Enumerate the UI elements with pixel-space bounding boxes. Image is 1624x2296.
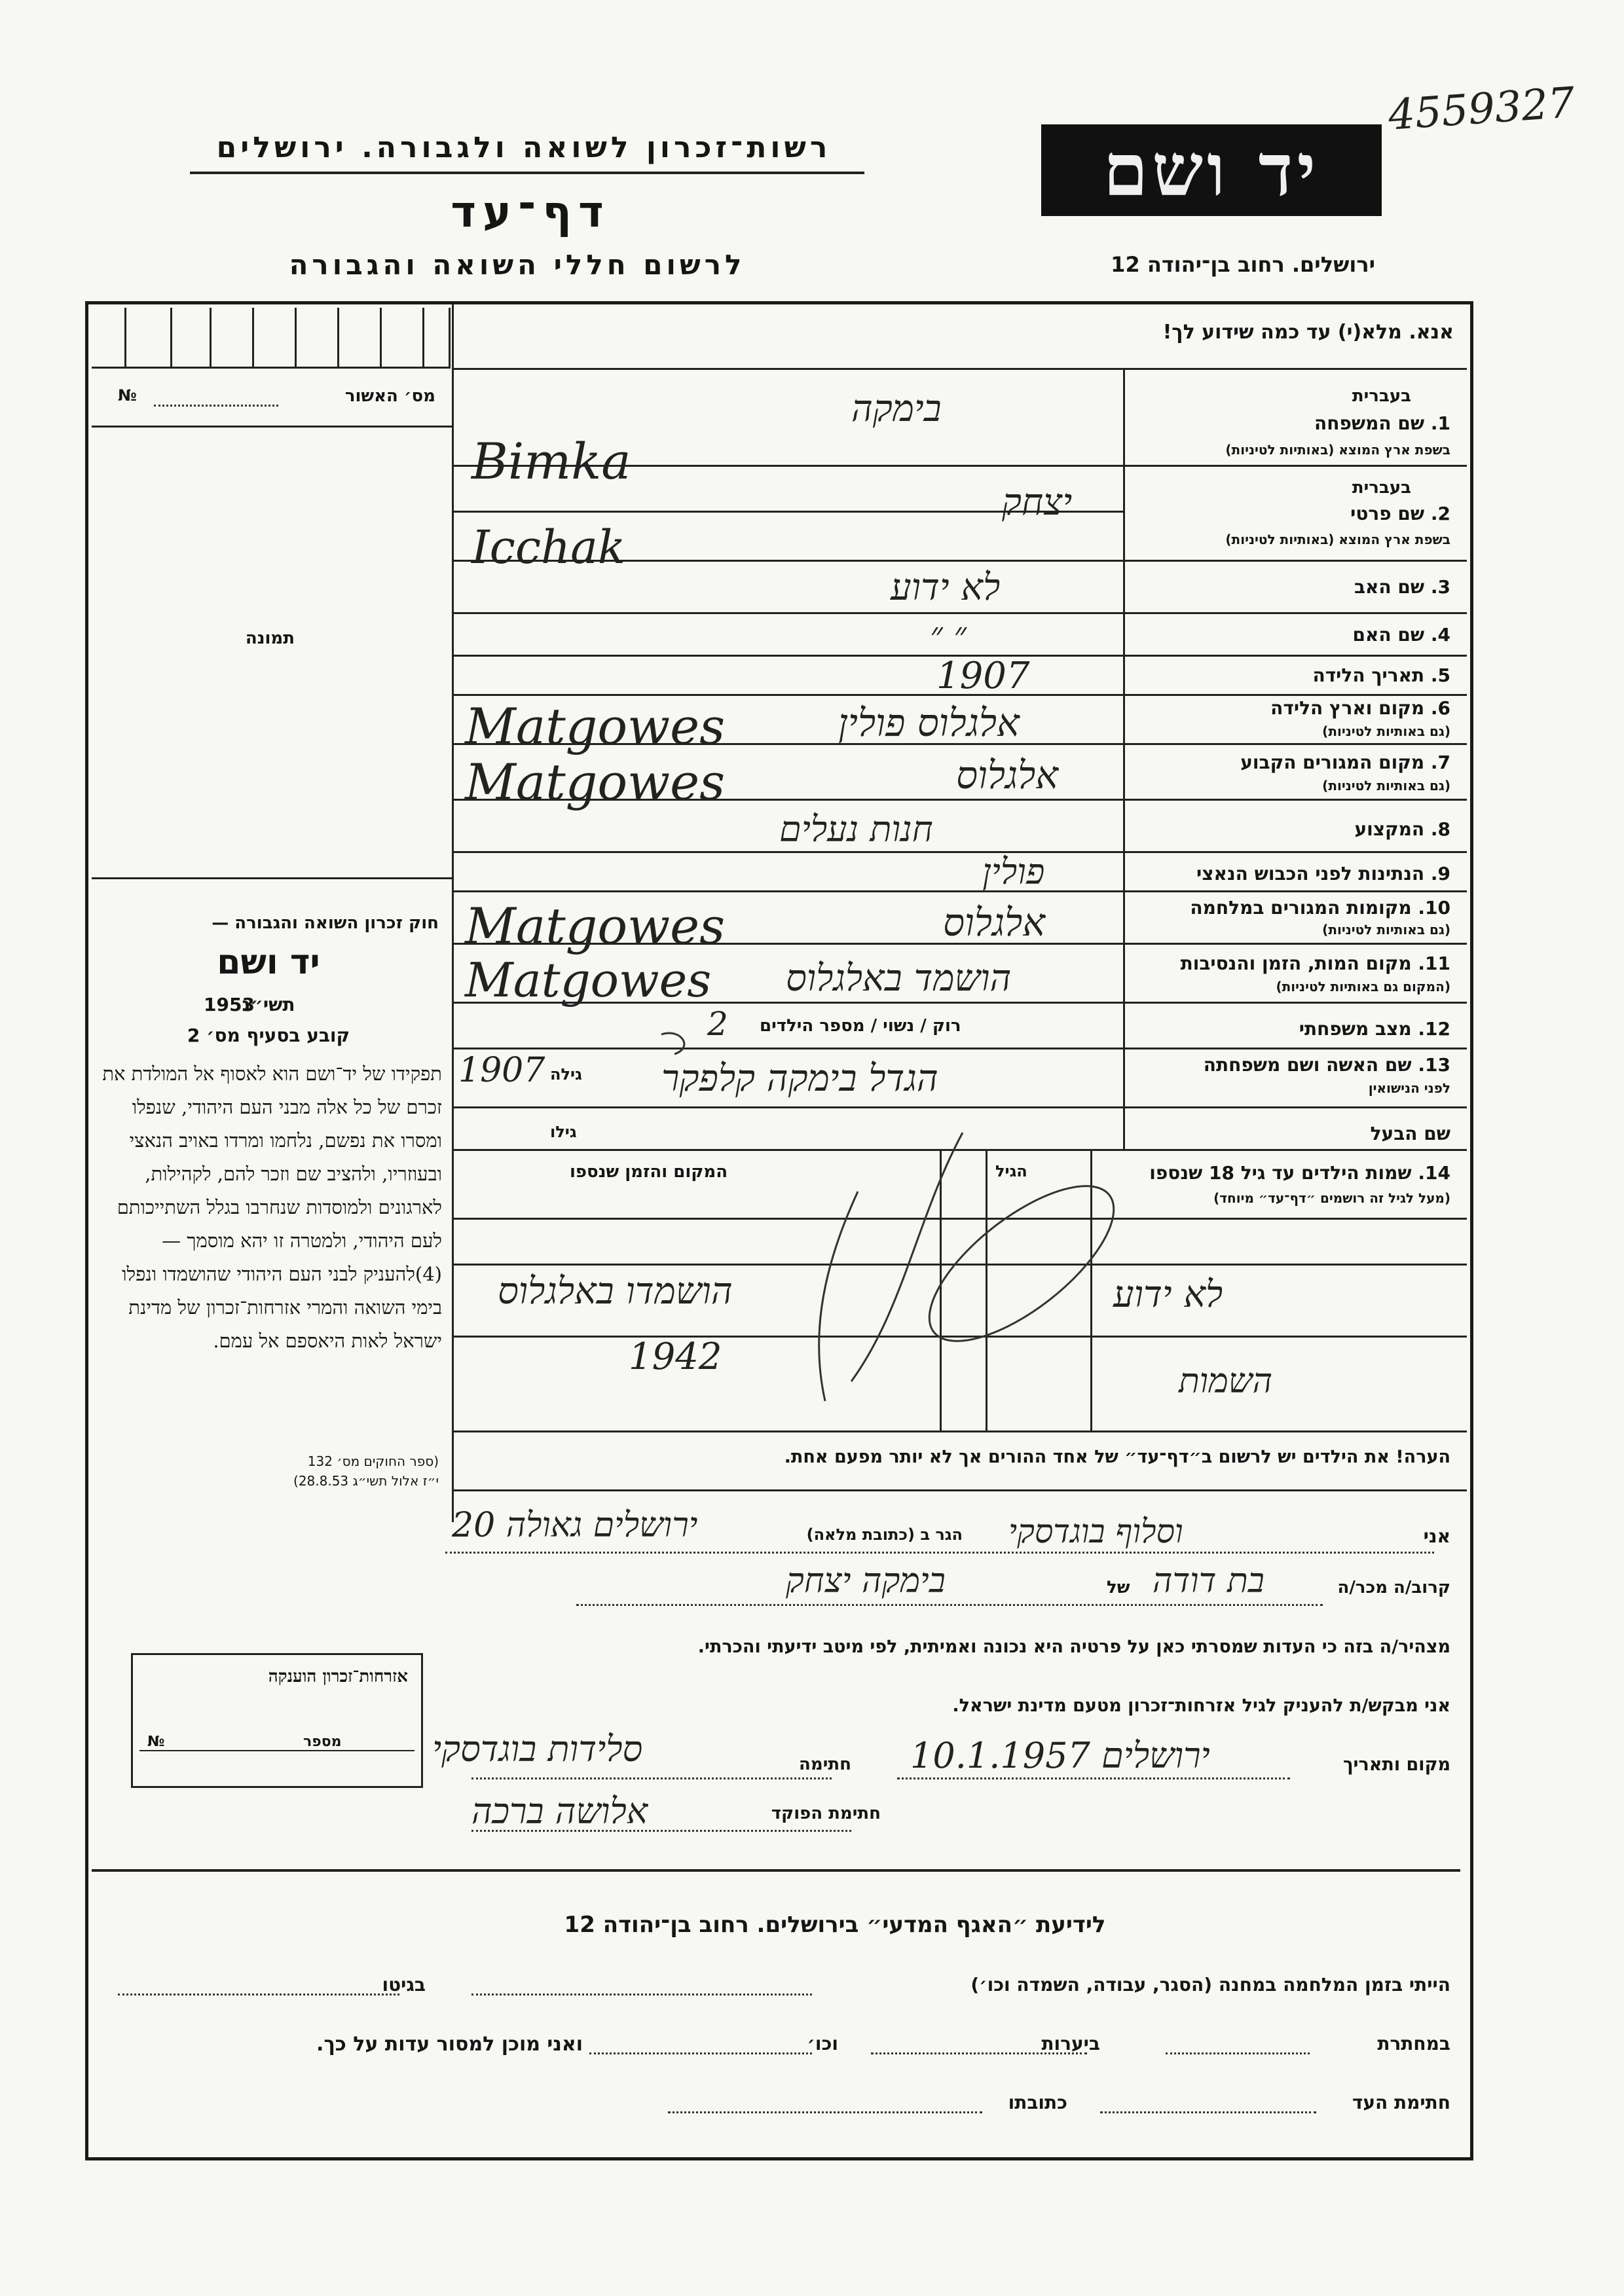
field-13-value[interactable]: הגדל בימקה קלפקר	[661, 1057, 938, 1100]
children-col-1	[940, 1149, 942, 1430]
field-5-label: 5. תאריך הלידה	[1312, 665, 1450, 686]
label-column-divider	[1123, 370, 1125, 1149]
field-7-hebrew-value[interactable]: אלגלוס	[956, 753, 1059, 797]
field-11-hebrew-value[interactable]: הושמד באלגלוס	[786, 957, 1012, 1000]
footer-title: לידיעת ״האגף המדעי״ בירושלים. רחוב בן־יהודה 12	[564, 1912, 1106, 1938]
child-year-value[interactable]: 1942	[629, 1336, 722, 1378]
field-1-in-hebrew: בעברית	[1352, 386, 1411, 406]
field-14-sub: (מעל לגיל זה רושמים ״דף־עד״ מיוחד)	[1213, 1190, 1450, 1206]
citizenship-number-label: מספר	[303, 1734, 342, 1750]
place-date-label: מקום ותאריך	[1342, 1755, 1450, 1775]
field-12-children-count[interactable]: 2	[707, 1005, 728, 1043]
citizenship-no-label: №	[147, 1734, 165, 1750]
footer-line1-b: בגיטו	[382, 1974, 426, 1995]
children-col-2	[986, 1149, 987, 1430]
field-7-latin-value[interactable]: Matgowes	[465, 753, 726, 811]
residing-label: הגר ב (כתובת מלאה)	[806, 1525, 963, 1544]
relation-of-value[interactable]: בימקה יצחק	[786, 1561, 946, 1601]
field-11-label: 11. מקום המות, הזמן והנסיבות	[1180, 953, 1450, 974]
field-7-sub: (גם באותיות לטיניות)	[1322, 778, 1450, 793]
code-ticks-box	[92, 308, 451, 369]
law-name: יד ושם	[217, 943, 320, 982]
field-1-sub: בשפת ארץ המוצא (באותיות לטיניות)	[1225, 442, 1450, 458]
field-6-sub: (גם באותיות לטיניות)	[1322, 723, 1450, 739]
child-place-value[interactable]: הושמדו באלגלוס	[498, 1270, 733, 1313]
field-1-latin-value[interactable]: Bimka	[471, 432, 631, 490]
field-4-value[interactable]: ״ ״	[930, 615, 967, 655]
of-label: של	[1107, 1578, 1130, 1597]
field-2-sub: בשפת ארץ המוצא (באותיות לטיניות)	[1225, 532, 1450, 547]
field-14-label: 14. שמות הילדים עד גיל 18 שנספו	[1149, 1162, 1450, 1184]
photo-rule	[92, 877, 452, 879]
husband-age-label: גילו	[550, 1123, 577, 1141]
footer-line2-d: ואני מוכן למסור עדות על כך.	[316, 2033, 583, 2056]
field-13-sub: לפני הנישואין	[1368, 1080, 1450, 1096]
footer-line3-b: כתובתו	[1008, 2092, 1067, 2113]
field-6-label: 6. מקום וארץ הלידה	[1270, 697, 1450, 719]
citizenship-box	[131, 1653, 423, 1788]
field-14-place-header: המקום והזמן שנספו	[570, 1162, 728, 1182]
logo-text: יד ושם	[1103, 128, 1320, 212]
statement-text: מצהיר/ה בזה כי העדות שמסרתי כאן על פרטיה היא נכונה ואמיתית, לפי מיטב ידיעתי והכרתי.	[697, 1637, 1450, 1657]
authority-name: רשות־זכרון לשואה ולגבורה. ירושלים	[216, 131, 832, 164]
footer-line2-b: ביערות	[1041, 2033, 1100, 2054]
husband-label: שם הבעל	[1370, 1123, 1450, 1144]
law-date: י״ז אלול תשי״ג 28.8.53)	[293, 1473, 439, 1489]
approval-label: מס׳ האשור	[344, 386, 435, 406]
law-title: חוק זכרון השואה והגבורה —	[212, 913, 439, 933]
field-2-label: 2. שם פרטי	[1350, 503, 1450, 524]
approval-no-label: №	[118, 386, 137, 405]
official-signature-value[interactable]: אלושה ברכה	[471, 1791, 648, 1832]
intro-text: אנא. מלא(י) עד כמה שידוע לך!	[1162, 321, 1454, 344]
field-9-value[interactable]: פולין	[982, 851, 1045, 892]
field-6-hebrew-value[interactable]: אלגלוס פולין	[838, 701, 1020, 745]
footer-line2-a: במחתרת	[1377, 2033, 1450, 2054]
yad-vashem-logo	[1041, 124, 1382, 216]
declaration-i-label: אני	[1423, 1525, 1450, 1547]
children-col-3	[1090, 1149, 1092, 1430]
field-10-label: 10. מקומות המגורים במלחמה	[1190, 897, 1450, 919]
field-12-label: 12. מצב משפחתי	[1299, 1018, 1450, 1040]
footer-line2-c: וכו׳	[807, 2033, 838, 2054]
authority-underline	[190, 172, 864, 174]
citizenship-title: אזרחות־זכרון הוענקה	[268, 1667, 408, 1686]
signature-label: חתימה	[799, 1755, 851, 1774]
field-13-age-label: גילה	[550, 1065, 582, 1084]
field-7-label: 7. מקום המגורים הקבוע	[1240, 752, 1450, 773]
field-4-label: 4. שם האם	[1352, 624, 1450, 646]
approval-field	[154, 405, 278, 407]
field-6-latin-value[interactable]: Matgowes	[465, 697, 726, 756]
relative-label: קרוב/ה מכר/ה	[1337, 1578, 1450, 1597]
field-10-sub: (גם באותיות לטיניות)	[1322, 922, 1450, 938]
signature-value[interactable]: סלידות בוגדסקי	[432, 1728, 643, 1770]
field-2-in-hebrew: בעברית	[1352, 478, 1411, 498]
relation-value[interactable]: בת דודה	[1153, 1561, 1264, 1601]
form-title: דף־עד	[451, 187, 610, 237]
field-12-options: רוק / נשוי / מספר הילדים	[760, 1016, 961, 1036]
field-8-label: 8. המקצוע	[1354, 818, 1450, 840]
intro-rule	[452, 368, 1467, 370]
field-13-label: 13. שם האשה ושם משפחתה	[1203, 1054, 1450, 1076]
field-1-label: 1. שם המשפחה	[1314, 412, 1450, 434]
field-9-label: 9. הנתינות לפני הכבוש הנאצי	[1196, 863, 1450, 884]
archive-number: 4559327	[1386, 79, 1577, 140]
field-5-value[interactable]: 1907	[936, 655, 1030, 697]
declarant-address[interactable]: ירושלים גאולה 20	[452, 1506, 698, 1545]
sidebar-divider	[452, 304, 454, 1522]
declarant-name[interactable]: וסלוף בוגדסקי	[1008, 1512, 1183, 1550]
footer-rule	[92, 1869, 1460, 1872]
law-year: 1953	[204, 994, 255, 1015]
note-text: הערה! את הילדים יש לרשום ב״דף־עד״ של אחד ההורים אך לא יותר מפעם אחת.	[784, 1447, 1450, 1467]
field-14-age-header: הגיל	[995, 1162, 1027, 1180]
form-subtitle: לרשום חללי השואה והגבורה	[289, 249, 746, 281]
field-10-latin-value[interactable]: Matgowes	[465, 897, 726, 955]
footer-line3-a: חתימת העד	[1352, 2092, 1450, 2113]
law-year-heb: תשי״ג	[242, 994, 295, 1015]
law-source: (ספר החוקים מס׳ 132	[307, 1453, 439, 1469]
field-13-age-value[interactable]: 1907	[458, 1051, 545, 1090]
field-8-value[interactable]: חנות נעלים	[779, 809, 933, 850]
field-1-hebrew-value[interactable]: בימקה	[851, 388, 942, 430]
official-signature-label: חתימת הפוקד	[771, 1804, 881, 1823]
child-name-value[interactable]: לא ידוע	[1113, 1273, 1223, 1316]
photo-label: תמונה	[245, 629, 295, 648]
field-11-sub: (המקום גם באותיות לטיניות)	[1276, 979, 1450, 994]
approval-rule	[92, 426, 452, 428]
law-text: תפקידו של יד־ושם הוא לאסוף אל המולדת את זכרם של כל אלה מבני העם היהודי, שנפלו ומסרו את נפשם, נלחמו ומרדו באויב הנאצי ובעוזריו, ולהציב שם וזכר להם, לקהילות, לארגונים ולמוסדות שנחרבו בגלל השתייכותם לעם היהודי, ולמטרה זו יהא מוסמך — (4)להעניק לבני העם היהודי שהושמדו ונפלו בימי השואה והמרי אזרחות־זכרון של מדינת ישראל לאות היאספם אל עמם.	[102, 1063, 442, 1352]
header-address: ירושלים. רחוב בן־יהודה 12	[1111, 252, 1375, 277]
field-2-hebrew-value[interactable]: יצחק	[1002, 481, 1073, 524]
footer-line1-a: הייתי בזמן המלחמה במחנה (הסגר, עבודה, השמדה וכו׳)	[970, 1974, 1450, 1995]
request-text: אני מבקש/ת להעניק לגיל אזרחות־זכרון מטעם מדינת ישראל.	[952, 1696, 1450, 1716]
place-date-value[interactable]: ירושלים 10.1.1957	[910, 1735, 1210, 1776]
field-3-value[interactable]: לא ידוע	[891, 566, 1001, 609]
field-10-hebrew-value[interactable]: אלגלוס	[943, 900, 1046, 945]
field-11-latin-value[interactable]: Matgowes	[465, 953, 712, 1008]
child-name-value-2[interactable]: השמות	[1179, 1362, 1273, 1401]
law-clause: קובע בסעיף מס׳ 2	[187, 1025, 350, 1046]
field-2-latin-value[interactable]: Icchak	[471, 520, 626, 574]
field-3-label: 3. שם האב	[1354, 576, 1450, 598]
